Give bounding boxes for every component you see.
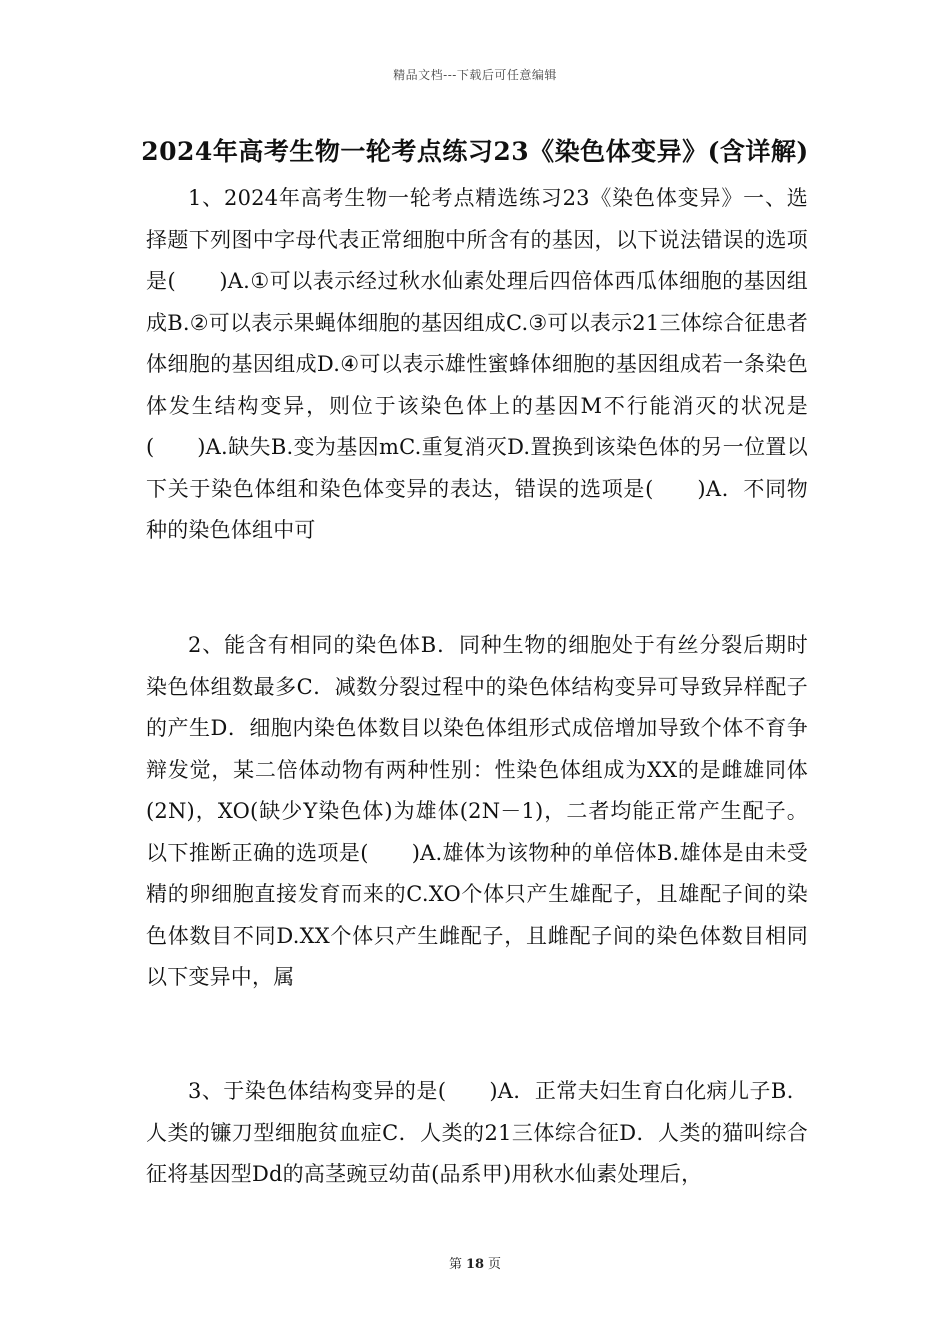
page-number: 18 [465, 1257, 485, 1272]
paragraph-1: 1、2024年高考生物一轮考点精选练习23《染色体变异》一、选择题下列图中字母代表正常细胞中所含有的基因，以下说法错误的选项是( )A.①可以表示经过秋水仙素处理后四倍体西瓜体细胞的基因组成B.②可以表示果蝇体细胞的基因组成C.③可以表示21三体综合征患者体细胞的基因组成D.④可以表示雄性蜜蜂体细胞的基因组成若一条染色体发生结构变异，则位于该染色体上的基因M不行能消灭的状况是( )A.缺失B.变为基因mC.重复消灭D.置换到该染色体的另一位置以下关于染色体组和染色体变异的表达，错误的选项是( )A．不同物种的染色体组中可 [146, 186, 808, 542]
paragraph-2: 2、能含有相同的染色体B．同种生物的细胞处于有丝分裂后期时染色体组数最多C．减数分裂过程中的染色体结构变异可导致异样配子的产生D．细胞内染色体数目以染色体组形式成倍增加导致个体不育争辩发觉，某二倍体动物有两种性别：性染色体组成为XX的是雌雄同体(2N)，XO(缺少Y染色体)为雄体(2N－1)，二者均能正常产生配子。以下推断正确的选项是( )A.雄体为该物种的单倍体B.雄体是由未受精的卵细胞直接发育而来的C.XO个体只产生雄配子，且雄配子间的染色体数目不同D.XX个体只产生雌配子，且雌配子间的染色体数目相同以下变异中，属 [146, 633, 808, 989]
paragraph-3: 3、于染色体结构变异的是( )A．正常夫妇生育白化病儿子B．人类的镰刀型细胞贫血症C．人类的21三体综合征D．人类的猫叫综合征将基因型Dd的高茎豌豆幼苗(品系甲)用秋水仙素处理后， [146, 1079, 808, 1186]
document-title: 2024年高考生物一轮考点练习23《染色体变异》(含详解) [141, 137, 809, 166]
page-footer [0, 1253, 950, 1272]
footer-suffix: 页 [488, 1257, 502, 1272]
header-note: 精品文档---下载后可任意编辑 [393, 68, 557, 82]
footer-prefix: 第 [448, 1257, 462, 1272]
